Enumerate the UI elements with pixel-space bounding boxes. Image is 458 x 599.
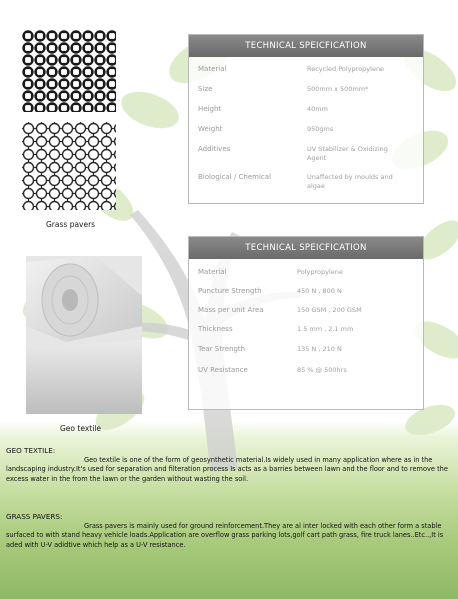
grass-pavers-bottom-image	[22, 122, 116, 210]
spec-label: Mass per unit Area	[198, 306, 264, 314]
spec-label: Thickness	[198, 325, 233, 333]
geo-textile-roll-illustration	[26, 256, 142, 414]
spec-value: 135 N , 210 N	[297, 345, 342, 353]
geo-textile-section	[6, 446, 452, 484]
section-body: Geo textile is one of the form of geosynthetic material.Is widely used in many application where as in the landscaping industry.It's used for separation and filteration process Is acts as a barries between lawn and the floor and to remove the excess water in the from the lawn or the garden without wasting the soil.	[6, 455, 448, 483]
spec-label: UV Resistance	[198, 366, 248, 374]
spec-value: 1.5 mm , 2.1 mm	[297, 325, 354, 333]
spec-value: 500mm x 500mm*	[307, 85, 369, 93]
spec-value: Recycled Polypropylene	[307, 65, 385, 73]
spec-value: 950gms	[307, 125, 334, 133]
grass-pavers-grid-illustration	[22, 30, 116, 112]
geo-textile-image	[26, 256, 142, 414]
spec-value: 150 GSM , 200 GSM	[297, 306, 362, 314]
grass-pavers-top-image	[22, 30, 116, 112]
spec-label: Height	[198, 105, 222, 113]
spec-table-grass-pavers	[188, 34, 424, 204]
spec-value: Unaffected by moulds and algae	[307, 173, 393, 190]
section-heading: GEO TEXTILE:	[6, 446, 56, 455]
spec-label: Weight	[198, 125, 223, 133]
spec-table-title: TECHNICAL SPEICFICATION	[189, 35, 423, 57]
spec-label: Puncture Strength	[198, 287, 262, 295]
grass-pavers-honeycomb-illustration	[22, 122, 116, 210]
spec-table-geo-textile	[188, 236, 424, 410]
spec-value: Polypropylene	[297, 268, 343, 276]
grass-pavers-caption: Grass pavers	[46, 220, 96, 229]
spec-label: Material	[198, 268, 227, 276]
spec-label: Material	[198, 65, 227, 73]
spec-value: 40mm	[307, 105, 328, 113]
spec-label: Additives	[198, 145, 231, 153]
spec-label: Size	[198, 85, 213, 93]
spec-label: Tear Strength	[198, 345, 246, 353]
spec-label: Biological / Chemical	[198, 173, 272, 181]
spec-value: 85 % @ 500hrs	[297, 366, 347, 374]
section-body: Grass pavers is mainly used for ground reinforcement.They are al inter locked with each other form a stable surfaced to with stand heavy vehicle loads.Application are overflow grass parking lots,golf cart path grass, fire truck lanes..Etc..,It is aded with U-V adidtive which help as a U-V resistance.	[6, 521, 444, 549]
spec-value: 450 N , 800 N	[297, 287, 342, 295]
geo-textile-caption: Geo textile	[60, 424, 101, 433]
spec-value: UV Stabilizer & Oxidizing Agent	[307, 145, 388, 162]
spec-table-title: TECHNICAL SPEICFICATION	[189, 237, 423, 259]
section-heading: GRASS PAVERS:	[6, 512, 63, 521]
grass-pavers-section	[6, 512, 452, 550]
